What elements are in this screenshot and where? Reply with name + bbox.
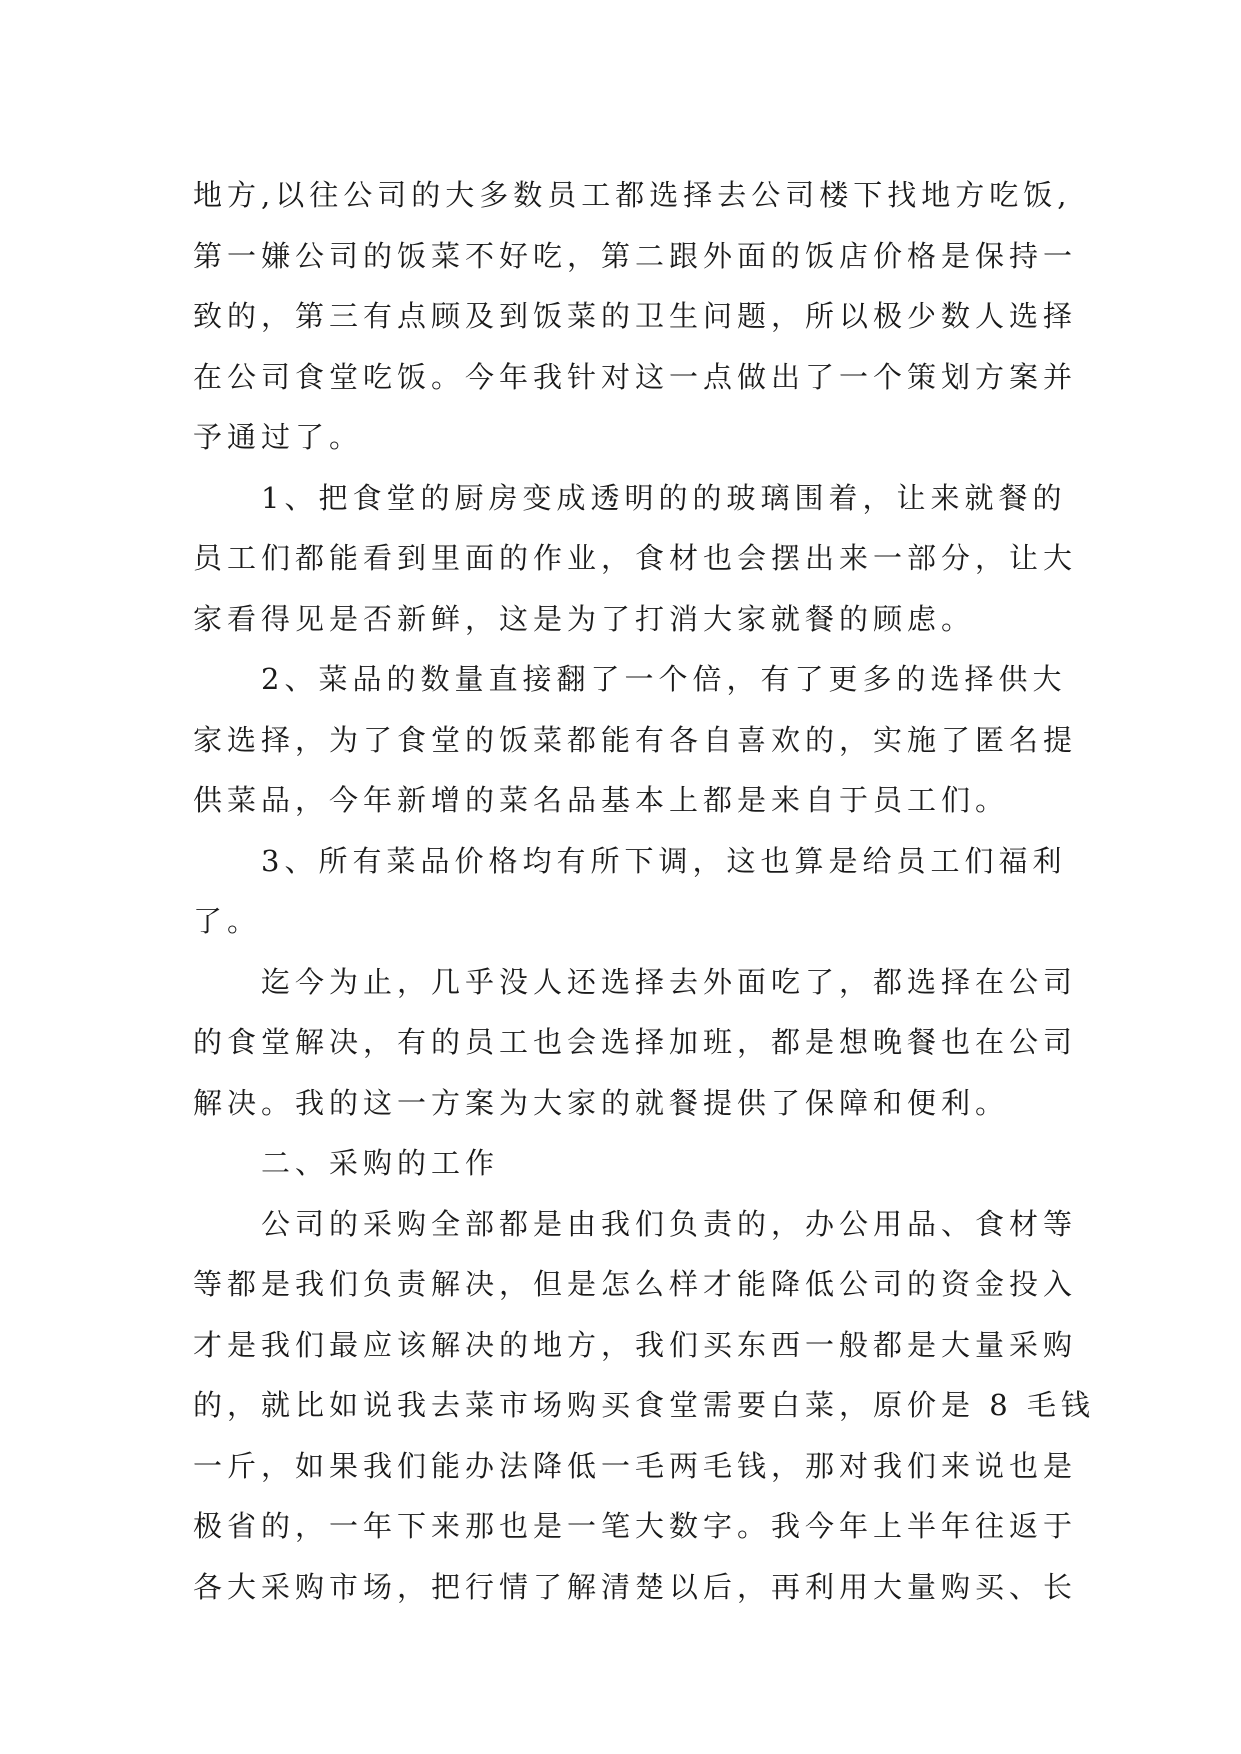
body-text bbox=[193, 165, 1095, 1617]
paragraph-start: 公司的采购全部都是由我们负责的，办公用品、食材等 bbox=[261, 1206, 1078, 1241]
text-line: 的食堂解决，有的员工也会选择加班，都是想晚餐也在公司 bbox=[193, 1025, 1078, 1059]
list-item-1: 1、把食堂的厨房变成透明的的玻璃围着，让来就餐的 bbox=[261, 480, 1067, 515]
text-line: 员工们都能看到里面的作业，食材也会摆出来一部分，让大 bbox=[193, 541, 1078, 575]
text-line: 了。 bbox=[193, 904, 262, 938]
text-line: 等都是我们负责解决，但是怎么样才能降低公司的资金投入 bbox=[193, 1267, 1078, 1301]
paragraph-start: 迄今为止，几乎没人还选择去外面吃了，都选择在公司 bbox=[261, 964, 1078, 999]
text-line: 供菜品，今年新增的菜名品基本上都是来自于员工们。 bbox=[193, 783, 1010, 817]
text-line: 一斤，如果我们能办法降低一毛两毛钱，那对我们来说也是 bbox=[193, 1448, 1078, 1483]
list-item-2: 2、菜品的数量直接翻了一个倍，有了更多的选择供大 bbox=[261, 662, 1067, 696]
text-line: 家看得见是否新鲜，这是为了打消大家就餐的顾虑。 bbox=[193, 601, 976, 636]
text-line: 极省的，一年下来那也是一笔大数字。我今年上半年往返于 bbox=[193, 1509, 1078, 1543]
text-line: 解决。我的这一方案为大家的就餐提供了保障和便利。 bbox=[193, 1085, 1010, 1120]
text-line: 的，就比如说我去菜市场购买食堂需要白菜，原价是 8 毛钱 bbox=[193, 1388, 1095, 1422]
text-line: 致的，第三有点顾及到饭菜的卫生问题，所以极少数人选择 bbox=[193, 299, 1078, 333]
text-line: 第一嫌公司的饭菜不好吃，第二跟外面的饭店价格是保持一 bbox=[193, 238, 1078, 273]
text-line: 才是我们最应该解决的地方，我们买东西一般都是大量采购 bbox=[193, 1327, 1078, 1362]
text-line: 家选择，为了食堂的饭菜都能有各自喜欢的，实施了匿名提 bbox=[193, 722, 1078, 757]
text-line: 在公司食堂吃饭。今年我针对这一点做出了一个策划方案并 bbox=[193, 359, 1078, 394]
text-line: 各大采购市场，把行情了解清楚以后，再利用大量购买、长 bbox=[193, 1569, 1078, 1604]
list-item-3: 3、所有菜品价格均有所下调，这也算是给员工们福利 bbox=[261, 843, 1067, 878]
section-heading: 二、采购的工作 bbox=[261, 1146, 500, 1180]
text-line: 地方,以往公司的大多数员工都选择去公司楼下找地方吃饭, bbox=[193, 178, 1072, 212]
text-line: 予通过了。 bbox=[193, 420, 364, 454]
